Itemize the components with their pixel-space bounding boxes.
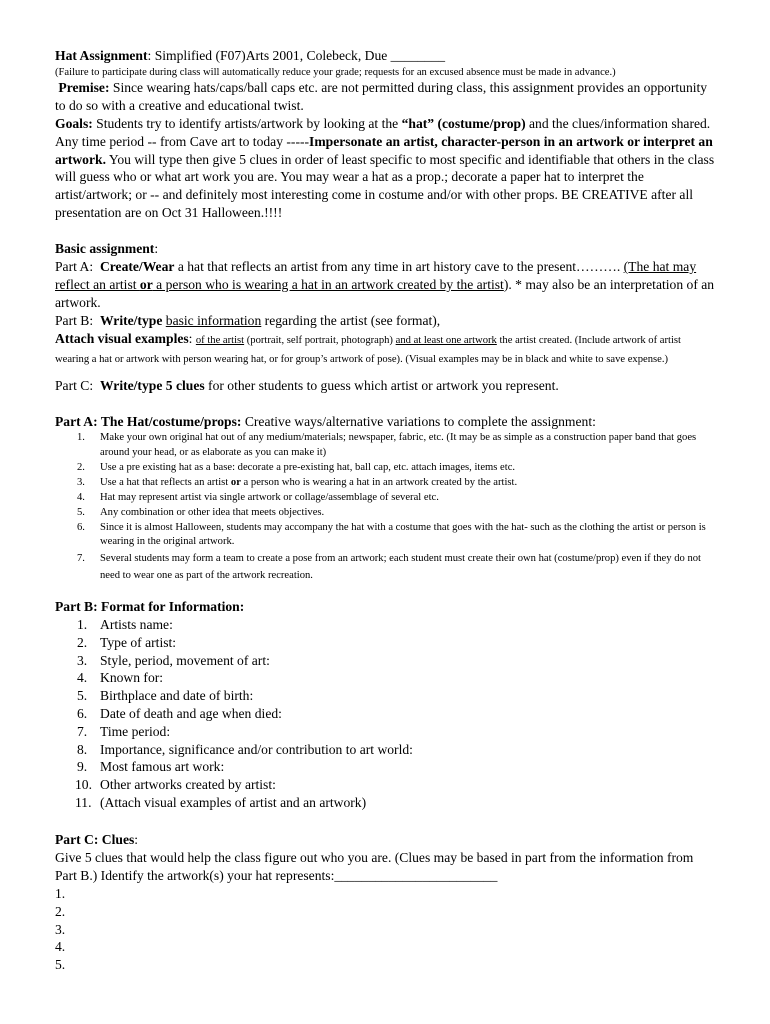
list-item bbox=[55, 669, 717, 687]
list-number: 6. bbox=[77, 521, 85, 533]
basic-part-a-u2: a person who is wearing a hat in an artwork created by the artist bbox=[152, 276, 504, 292]
list-number: 4. bbox=[77, 670, 88, 686]
list-text: (Attach visual examples of artist and an artwork) bbox=[100, 794, 367, 810]
list-item bbox=[55, 550, 717, 584]
basic-part-a-label: Part A: bbox=[55, 259, 94, 274]
list-item bbox=[55, 794, 717, 812]
title-bold: Hat Assignment bbox=[55, 48, 148, 63]
attach-underline-2: and at least one artwork bbox=[395, 335, 497, 346]
clue-line: 2. bbox=[55, 903, 66, 919]
basic-heading-text: Basic assignment bbox=[55, 241, 155, 256]
list-number: 1. bbox=[77, 617, 88, 632]
list-text: Known for: bbox=[100, 670, 164, 686]
basic-assignment-heading bbox=[55, 240, 717, 258]
list-number: 8. bbox=[77, 741, 88, 757]
basic-part-c bbox=[55, 377, 717, 395]
basic-part-b-text: regarding the artist (see format), bbox=[261, 313, 441, 328]
attach-visual-examples bbox=[55, 330, 717, 367]
part-a-heading-title: : The Hat/costume/props: bbox=[93, 414, 242, 429]
goals-paragraph bbox=[55, 115, 717, 222]
clue-line: 1. bbox=[55, 886, 66, 901]
part-b-list bbox=[55, 616, 717, 812]
list-item bbox=[55, 506, 717, 521]
goals-hat-bold: “hat” (costume/prop) bbox=[401, 116, 526, 131]
list-text: Artists name: bbox=[100, 617, 173, 632]
basic-part-c-bold: Write/type 5 clues bbox=[99, 378, 205, 393]
list-number: 10. bbox=[75, 777, 92, 793]
part-b-heading-text: Part B: Format for Information: bbox=[55, 599, 245, 614]
basic-part-a-or: or bbox=[139, 276, 153, 292]
attach-text-2: the artist created. (Include artwork of artist wearing a hat or artwork with person wearing hat, or for group’s artwork of pose). (Visual examples may be in black and white to save expense.) bbox=[55, 335, 681, 365]
clue-line: 3. bbox=[55, 921, 66, 937]
list-text-bold: or bbox=[230, 476, 241, 488]
list-number: 1. bbox=[77, 432, 85, 443]
part-a-heading-label: Part A bbox=[55, 414, 94, 429]
part-c-heading-colon: : bbox=[134, 832, 139, 847]
list-number: 2. bbox=[77, 634, 88, 650]
participation-note: (Failure to participate during class will automatically reduce your grade; requests for an excused absence must be made in advance.) bbox=[55, 67, 616, 78]
attach-text-1: (portrait, self portrait, photograph) bbox=[244, 335, 396, 346]
list-number: 5. bbox=[77, 688, 88, 704]
goals-label: Goals: bbox=[55, 116, 93, 131]
basic-part-c-label: Part C: bbox=[55, 378, 94, 393]
list-text: Any combination or other idea that meets objectives. bbox=[100, 506, 325, 518]
attach-bold: Attach visual examples bbox=[55, 331, 189, 346]
list-text: Importance, significance and/or contribution to art world: bbox=[100, 741, 413, 757]
part-a-intro: Creative ways/alternative variations to complete the assignment: bbox=[241, 414, 596, 429]
list-item bbox=[55, 491, 717, 506]
premise-label: Premise: bbox=[58, 80, 110, 95]
list-item bbox=[55, 431, 717, 460]
list-text: Most famous art work: bbox=[100, 759, 225, 775]
attach-underline-1: of the artist bbox=[195, 335, 245, 346]
list-text: Hat may represent artist via single artwork or collage/assemblage of several etc. bbox=[100, 491, 439, 503]
list-number: 7. bbox=[77, 553, 85, 565]
basic-part-a-bold: Create/Wear bbox=[99, 259, 175, 274]
basic-part-b bbox=[55, 312, 717, 330]
list-text: Make your own original hat out of any medium/materials; newspaper, fabric, etc. (It may be as simple as a construction paper band that goes around your head, or as elaborate as you can make it) bbox=[100, 432, 697, 458]
basic-part-c-text: for other students to guess which artist or artwork you represent. bbox=[204, 378, 559, 393]
list-text: Type of artist: bbox=[100, 634, 177, 650]
list-text: a person who is wearing a hat in an artwork created by the artist. bbox=[240, 476, 518, 488]
document-title bbox=[55, 47, 717, 65]
list-item bbox=[55, 521, 717, 550]
title-rest: : Simplified (F07)Arts 2001, Colebeck, Due ________ bbox=[147, 48, 446, 63]
list-text: Several students may form a team to create a pose from an artwork; each student must create their own hat (costume/prop) even if they do not need to wear one as part of the artwork recreation. bbox=[100, 553, 701, 582]
list-text: Style, period, movement of art: bbox=[100, 652, 270, 668]
list-number: 6. bbox=[77, 705, 88, 721]
list-item bbox=[55, 723, 717, 741]
part-b-heading bbox=[55, 598, 717, 616]
attach-colon: : bbox=[188, 331, 193, 346]
goals-text-1: Students try to identify artists/artwork by looking at the bbox=[96, 116, 402, 131]
list-number: 3. bbox=[77, 476, 85, 488]
list-number: 9. bbox=[77, 759, 88, 775]
list-item bbox=[55, 461, 717, 476]
basic-part-b-underline: basic information bbox=[165, 313, 262, 328]
list-text: Time period: bbox=[100, 723, 171, 739]
list-item bbox=[55, 705, 717, 723]
part-c-heading-text: Part C: Clues bbox=[55, 832, 135, 847]
basic-part-a-end: ). * may also be an interpretation of an artwork. bbox=[55, 276, 715, 310]
list-number: 7. bbox=[77, 723, 88, 739]
basic-part-b-label: Part B: bbox=[55, 313, 94, 328]
list-item bbox=[55, 687, 717, 705]
basic-part-a-text: a hat that reflects an artist from any time in art history cave to the present………. bbox=[174, 259, 621, 274]
part-a-list bbox=[55, 431, 717, 584]
list-item bbox=[55, 616, 717, 634]
list-item bbox=[55, 476, 717, 491]
clue-line: 4. bbox=[55, 939, 66, 955]
list-number: 3. bbox=[77, 652, 88, 668]
list-item bbox=[55, 741, 717, 759]
list-text: Use a hat that reflects an artist bbox=[100, 476, 231, 488]
list-text: Since it is almost Halloween, students may accompany the hat with a costume that goes with the hat- such as the clothing the artist or person is wearing in the original artwork. bbox=[100, 521, 706, 548]
basic-part-b-bold: Write/type bbox=[99, 313, 163, 328]
list-item bbox=[55, 652, 717, 670]
part-c-instructions: Give 5 clues that would help the class figure out who you are. (Clues may be based in part from the information from Part B.) Identify the artwork(s) your hat represents:________________________ bbox=[55, 850, 694, 883]
clue-line: 5. bbox=[55, 957, 66, 973]
list-text: Use a pre existing hat as a base: decorate a pre-existing hat, ball cap, etc. attach images, items etc. bbox=[100, 461, 516, 473]
list-number: 4. bbox=[77, 491, 85, 503]
list-number: 5. bbox=[77, 506, 85, 518]
list-item bbox=[55, 634, 717, 652]
list-item bbox=[55, 776, 717, 794]
list-text: Birthplace and date of birth: bbox=[100, 688, 254, 704]
list-number: 2. bbox=[77, 461, 85, 473]
goals-text-3: You will type then give 5 clues in order of least specific to most specific and identifiable that others in the class will guess who or what art work you are. You may wear a hat as a prop.; decorate a paper hat to interpret the artist/artwork; or -- and definitely most interesting come in costume and/or with other props. BE CREATIVE after all presentation are on Oct 31 Halloween.!!!! bbox=[55, 151, 715, 220]
premise-text: Since wearing hats/caps/ball caps etc. are not permitted during class, this assignment provides an opportunity to do so with a creative and educational twist. bbox=[55, 80, 708, 113]
premise-paragraph bbox=[55, 79, 717, 115]
basic-heading-colon: : bbox=[154, 241, 159, 256]
goals-text-2: and the clues/information shared. Any time period -- from Cave art to today ----- bbox=[55, 116, 711, 149]
list-text: Other artworks created by artist: bbox=[100, 777, 276, 793]
part-a-heading bbox=[55, 413, 717, 431]
list-text: Date of death and age when died: bbox=[100, 705, 282, 721]
part-c-heading bbox=[55, 831, 717, 849]
basic-part-a bbox=[55, 258, 717, 311]
basic-part-a-u1: (The hat may reflect an artist bbox=[55, 259, 697, 292]
list-number: 11. bbox=[75, 794, 92, 810]
clue-list bbox=[55, 885, 717, 974]
goals-impersonate-bold: Impersonate an artist, character-person in an artwork or interpret an artwork. bbox=[55, 133, 713, 167]
list-item bbox=[55, 758, 717, 776]
